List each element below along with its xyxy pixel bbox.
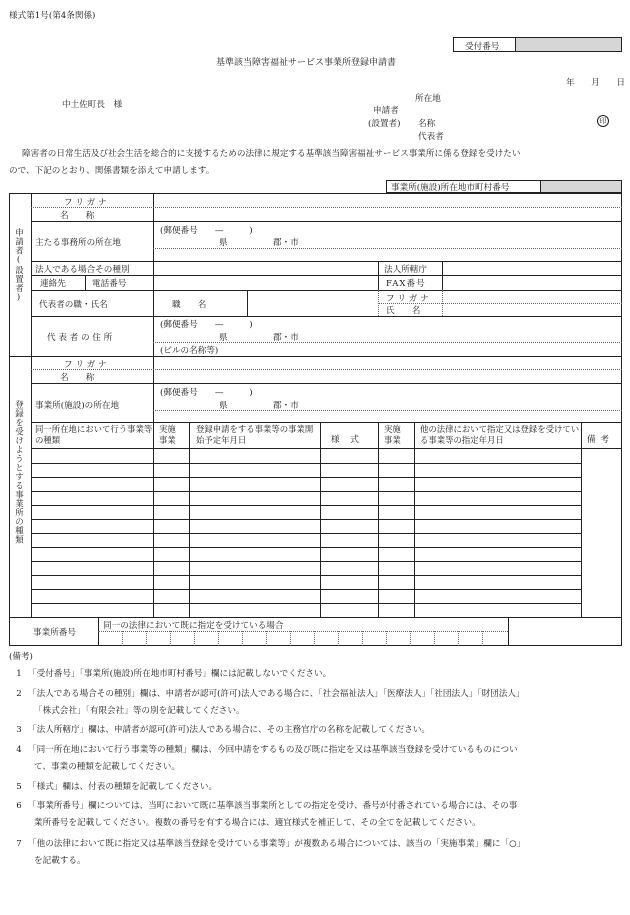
office-county: 郡・市 (273, 401, 299, 411)
rep-pref: 県 (219, 333, 228, 343)
receipt-number-label: 受付番号 (465, 42, 500, 52)
note-text: 「事業所番号」欄については、当町において既に基準該当事業所としての指定を受け、番号が付番されている場合には、その事 (28, 801, 518, 811)
note-text: 「受付番号」「事業所(施設)所在地市町村番号」欄には記載しないでください。 (28, 669, 332, 679)
municipal-code-field[interactable] (541, 181, 621, 192)
note-text-cont: て、事業の種類を記載してください。 (34, 762, 180, 772)
date-field[interactable]: 年 月 日 (566, 78, 629, 88)
applicant-postal: (郵便番号 — ) (160, 226, 253, 236)
applicant-name-label: 名 称 (60, 211, 95, 221)
note-number: 7 (16, 839, 22, 849)
notes-heading: (備考) (9, 652, 33, 662)
note-text: 「法人である場合その種別」欄は、申請者が認可(許可)法人である場合に、「社会福祉法人」「医療法人」「社団法人」「財団法人」 (28, 689, 525, 699)
rep-county: 郡・市 (273, 333, 299, 343)
municipal-code-label: 事業所(施設)所在地市町村番号 (391, 183, 510, 193)
applicant-county: 郡・市 (273, 238, 299, 248)
contact-label: 連絡先 (40, 279, 66, 289)
corp-authority-label: 法人所轄庁 (384, 265, 427, 275)
note-7 (10, 836, 620, 870)
note-number: 4 (16, 745, 22, 755)
seal-icon: 印 (597, 115, 609, 127)
rep-furigana-label: フ リ ガ ナ (386, 294, 429, 304)
note-3 (10, 722, 620, 739)
note-1 (10, 666, 620, 683)
applicant-furigana-label: フ リ ガ ナ (64, 198, 107, 208)
note-text: 「様式」欄は、付表の種類を記載してください。 (28, 782, 218, 792)
receipt-number-field[interactable] (516, 38, 621, 51)
note-number: 2 (16, 689, 22, 699)
designated-label: 同一の法律において既に指定を受けている場合 (103, 621, 284, 631)
fax-label: FAX番号 (386, 279, 426, 289)
note-number: 3 (16, 725, 22, 735)
phone-label: 電話番号 (92, 279, 127, 289)
note-text: 「法人所轄庁」欄は、申請者が認可(許可)法人である場合に、その主務官庁の名称を記載してください。 (28, 725, 431, 735)
applicant-sub-label: (設置者) (368, 119, 401, 129)
intro-line-2: ので、下記のとおり、関係書類を添えて申請します。 (9, 166, 215, 176)
office-address-label: 主たる事務所の所在地 (35, 238, 121, 248)
position-label: 職 名 (172, 300, 207, 310)
addressee: 中土佐町長 様 (62, 100, 123, 110)
applicant-label: 申請者 (373, 106, 399, 116)
form-number: 様式第1号(第4条関係) (9, 11, 96, 21)
note-text-cont: を記載する。 (34, 856, 86, 866)
note-text-cont: 業所番号を記載してください。複数の番号を有する場合には、適宜様式を補正して、その全てを記載してください。 (34, 818, 481, 828)
page-title: 基準該当障害福祉サービス事業所登録申請書 (216, 58, 397, 68)
note-number: 1 (16, 669, 22, 679)
col-impl2-header: 実施事業 (384, 424, 401, 445)
corp-type-label: 法人である場合その種別 (35, 265, 130, 275)
col-other-header: 他の法律において指定又は登録を受けている事業等の指定年月日 (420, 424, 580, 445)
applicant-pref: 県 (219, 238, 228, 248)
intro-line-1: 障害者の日常生活及び社会生活を総合的に支援するための法律に規定する基準該当障害福祉サービス事業所に係る登録を受けたい (22, 149, 521, 159)
rep-address-label: 代 表 者 の 住 所 (47, 333, 113, 343)
rep-building: (ビルの名称等) (160, 346, 219, 356)
rep-postal: (郵便番号 — ) (160, 320, 253, 330)
note-2 (10, 686, 620, 720)
col-style-header: 様 式 (331, 435, 360, 445)
col-remarks-header: 備 考 (587, 435, 610, 445)
col-type-header: 同一所在地において行う事業等の種類 (35, 424, 153, 445)
note-6 (10, 798, 620, 832)
office-number-label: 事業所番号 (33, 628, 76, 638)
col-start-header: 登録申請をする事業等の事業開始予定年月日 (196, 424, 314, 445)
note-5 (10, 779, 620, 796)
note-text: 「他の法律において既に指定又は基準該当登録を受けている事業等」が複数ある場合については、該当の「実施事業」欄に「○」 (28, 839, 526, 849)
office-furigana-label: フ リ ガ ナ (64, 360, 107, 370)
applicant-side-label: 申請者(設置者) (13, 228, 24, 303)
office-pref: 県 (219, 401, 228, 411)
note-text-cont: 「株式会社」「有限会社」等の別を記載してください。 (34, 706, 245, 716)
office-side-label: 登録を受けようとする事業所の種類 (13, 400, 24, 544)
col-impl-header: 実施事業 (159, 424, 176, 445)
office-postal: (郵便番号 — ) (160, 388, 253, 398)
note-number: 6 (16, 801, 22, 811)
note-number: 5 (16, 782, 22, 792)
address-label: 所在地 (415, 94, 441, 104)
rep-title-name-label: 代表者の職・氏名 (39, 300, 108, 310)
name-label: 名称 (418, 119, 436, 129)
representative-label: 代表者 (418, 132, 444, 142)
note-text: 「同一所在地において行う事業等の種類」欄は、今回申請をするもの及び既に指定を又は基準該当登録を受けているものについ (28, 745, 518, 755)
rep-name-label: 氏 名 (386, 306, 421, 316)
note-4 (10, 742, 620, 776)
office-address-label-2: 事業所(施設)の所在地 (35, 401, 120, 411)
office-name-label: 名 称 (60, 373, 95, 383)
